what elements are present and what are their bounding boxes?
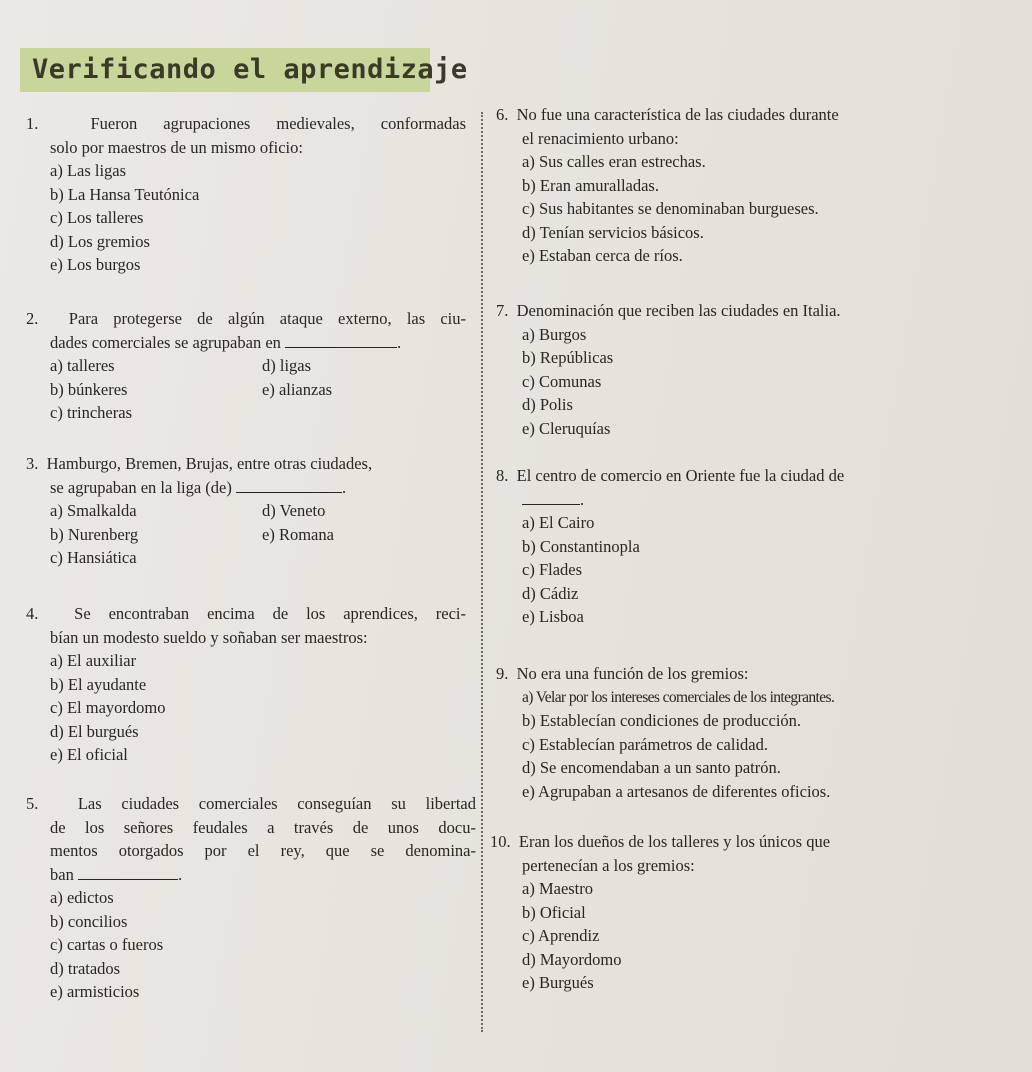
question-text: Para protegerse de algún ataque externo, las ciu- [68, 309, 467, 328]
option-b[interactable]: b) concilios [50, 911, 128, 931]
column-divider [481, 112, 483, 1032]
option-b[interactable]: b) búnkeres [50, 379, 128, 399]
option-b[interactable]: b) El ayudante [50, 674, 147, 694]
question-9 [496, 662, 996, 803]
question-text: Fueron agrupaciones medievales, conformadas [90, 114, 466, 133]
question-text: bían un modesto sueldo y soñaban ser maestros: [50, 627, 368, 647]
answer-blank[interactable] [78, 865, 178, 880]
question-text: solo por maestros de un mismo oficio: [50, 137, 303, 157]
question-text: No era una función de los gremios: [516, 664, 749, 683]
option-c[interactable]: c) Sus habitantes se denominaban burgueses. [522, 199, 819, 218]
option-a[interactable]: a) talleres [50, 356, 115, 375]
options-list [50, 499, 466, 570]
option-c[interactable]: c) Flades [522, 560, 583, 579]
option-b[interactable]: b) Constantinopla [522, 536, 640, 556]
option-d[interactable]: d) Se encomendaban a un santo patrón. [522, 758, 781, 777]
answer-blank[interactable] [236, 478, 342, 493]
question-1 [26, 112, 466, 277]
option-b[interactable]: b) Establecían condiciones de producción. [522, 711, 802, 730]
question-text: Denominación que reciben las ciudades en Italia. [516, 301, 841, 320]
option-e[interactable]: e) alianzas [262, 379, 333, 399]
option-d[interactable]: d) ligas [262, 356, 312, 375]
question-text: dades comerciales se agrupaban en [50, 332, 281, 352]
option-e[interactable]: e) El oficial [50, 745, 128, 764]
question-2: 2. Para protegerse de algún ataque externo, las ciu- dades comerciales se agrupaban en . a) talleres d) ligas b) búnkeres e) alianzas c) trincheras [26, 307, 466, 425]
question-text: No fue una característica de las ciudades durante [516, 105, 839, 124]
question-text: Hamburgo, Bremen, Brujas, entre otras ciudades, [46, 454, 373, 473]
option-d[interactable]: d) tratados [50, 958, 121, 978]
option-b[interactable]: b) Nurenberg [50, 524, 139, 544]
answer-blank[interactable] [285, 333, 397, 348]
option-a[interactable]: a) edictos [50, 888, 114, 907]
question-5: 5. Las ciudades comerciales conseguían su libertad de los señores feudales a través de unos docu- mentos otorgados por el rey, que se denomina- ban . a) edictos b) concilios c) cartas o fueros d) tratados e) armisticios [26, 792, 476, 1004]
options-list [522, 511, 976, 629]
option-e[interactable]: e) Agrupaban a artesanos de diferentes oficios. [522, 781, 831, 801]
option-c[interactable]: c) Aprendiz [522, 926, 600, 945]
option-a[interactable]: a) El Cairo [522, 513, 595, 532]
section-title: Verificando el aprendizaje [32, 54, 468, 85]
option-e[interactable]: e) Cleruquías [522, 418, 611, 438]
question-3: 3. Hamburgo, Bremen, Brujas, entre otras ciudades, se agrupaban en la liga (de) . a) Smalkalda d) Veneto b) Nurenberg e) Romana c) Hansiática [26, 452, 466, 570]
options-list [50, 886, 476, 1004]
question-text: Las ciudades comerciales conseguían su libertad [77, 794, 476, 813]
option-d[interactable]: d) El burgués [50, 721, 139, 741]
question-number: 8. [496, 466, 509, 485]
options-list [50, 159, 466, 277]
question-number: 1. [26, 114, 39, 133]
question-number: 5. [26, 794, 39, 813]
question-6 [496, 103, 976, 268]
option-a[interactable]: a) Las ligas [50, 161, 127, 180]
answer-blank[interactable] [522, 490, 580, 505]
option-a[interactable]: a) El auxiliar [50, 651, 137, 670]
question-number: 4. [26, 604, 39, 623]
question-text: se agrupaban en la liga (de) [50, 477, 232, 497]
question-text: El centro de comercio en Oriente fue la ciudad de [516, 466, 845, 485]
question-text: pertenecían a los gremios: [522, 855, 695, 875]
options-list [522, 150, 976, 268]
option-a[interactable]: a) Smalkalda [50, 501, 137, 520]
option-a[interactable]: a) Maestro [522, 879, 594, 898]
option-b[interactable]: b) Eran amuralladas. [522, 175, 659, 195]
option-c[interactable]: c) Hansiática [50, 548, 137, 567]
question-text: el renacimiento urbano: [522, 128, 679, 148]
option-a[interactable]: a) Velar por los intereses comerciales de los integrantes. [522, 688, 835, 706]
options-list [522, 877, 960, 995]
option-e[interactable]: e) Estaban cerca de ríos. [522, 246, 683, 265]
option-e[interactable]: e) armisticios [50, 982, 140, 1001]
question-7 [496, 299, 976, 440]
question-number: 9. [496, 664, 509, 683]
option-d[interactable]: d) Tenían servicios básicos. [522, 222, 704, 242]
question-text: de los señores feudales a través de unos docu- [50, 817, 476, 837]
option-c[interactable]: c) cartas o fueros [50, 935, 164, 954]
option-d[interactable]: d) Veneto [262, 501, 326, 520]
option-e[interactable]: e) Romana [262, 524, 334, 544]
option-a[interactable]: a) Burgos [522, 324, 587, 344]
option-d[interactable]: d) Polis [522, 395, 573, 414]
question-text: Eran los dueños de los talleres y los únicos que [518, 832, 831, 851]
options-list [50, 354, 466, 425]
question-8: 8. El centro de comercio en Oriente fue la ciudad de . a) El Cairo b) Constantinopla c) Flades d) Cádiz e) Lisboa [496, 464, 976, 629]
option-d[interactable]: d) Los gremios [50, 231, 150, 251]
option-b[interactable]: b) Oficial [522, 902, 586, 922]
question-number: 7. [496, 301, 509, 320]
options-list [522, 686, 996, 804]
option-c[interactable]: c) Los talleres [50, 208, 144, 227]
question-text: mentos otorgados por el rey, que se denomina- [50, 841, 476, 860]
question-text: Se encontraban encima de los aprendices, reci- [74, 604, 467, 623]
option-b[interactable]: b) La Hansa Teutónica [50, 184, 200, 204]
option-c[interactable]: c) Establecían parámetros de calidad. [522, 734, 769, 754]
option-b[interactable]: b) Repúblicas [522, 348, 614, 367]
option-c[interactable]: c) Comunas [522, 371, 602, 391]
question-number: 6. [496, 105, 509, 124]
options-list [522, 323, 976, 441]
option-d[interactable]: d) Mayordomo [522, 949, 622, 969]
option-a[interactable]: a) Sus calles eran estrechas. [522, 152, 706, 171]
question-10 [490, 830, 960, 995]
question-number: 10. [490, 832, 511, 851]
option-c[interactable]: c) El mayordomo [50, 698, 166, 717]
option-e[interactable]: e) Burgués [522, 973, 594, 992]
option-c[interactable]: c) trincheras [50, 403, 132, 422]
option-d[interactable]: d) Cádiz [522, 583, 579, 603]
question-text: ban [50, 864, 74, 884]
question-number: 2. [26, 309, 39, 328]
options-list [50, 649, 466, 767]
option-e[interactable]: e) Los burgos [50, 255, 141, 274]
question-4 [26, 602, 466, 767]
option-e[interactable]: e) Lisboa [522, 607, 584, 626]
question-number: 3. [26, 454, 39, 473]
